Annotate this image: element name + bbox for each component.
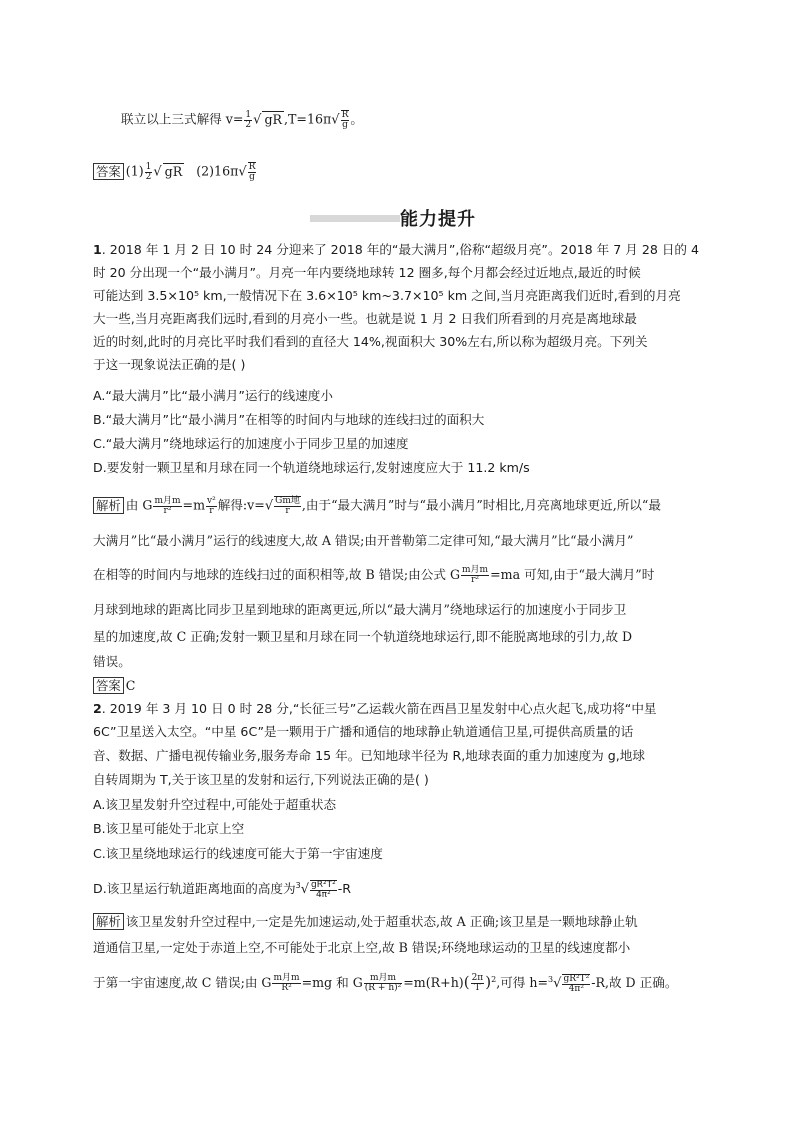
q1-option-c: C.“最大满月”绕地球运行的加速度小于同步卫星的加速度 [93, 436, 409, 451]
sqrt-content: gR [264, 111, 282, 127]
analysis-text: 该卫星发射升空过程中,一定是先加速运动,处于超重状态,故 A 正确;该卫星是一颗地球静止轨 [125, 914, 638, 929]
frac-den: r [209, 505, 214, 516]
frac-den: 2 [245, 119, 252, 130]
sqrt-icon: √ [331, 112, 340, 128]
q1-line-1 [93, 242, 705, 258]
analysis-text: 解得:v= [217, 497, 265, 513]
q1-analysis-line-3 [93, 566, 705, 585]
q1-answer-line [93, 677, 705, 694]
answer-tag: 答案 [93, 677, 124, 694]
fraction-mm-R2 [272, 974, 300, 993]
fraction-v2-r [206, 497, 217, 516]
fraction-mm-r2 [153, 497, 181, 516]
analysis-text: 由 G [125, 497, 153, 513]
q1-analysis-line-2: 大满月”比“最小满月”运行的线速度大,故 A 错误;由开普勒第二定律可知,“最大满月”比“最小满月” [93, 533, 634, 548]
section-title-bar [310, 215, 400, 222]
answer-line-top [93, 162, 705, 182]
analysis-text: -R,故 D 正确。 [591, 975, 678, 991]
q2-analysis-line-2: 道通信卫星,一定处于赤道上空,不可能处于北京上空,故 B 错误;环绕地球运动的卫星的线速度都小 [93, 940, 631, 955]
frac-num: m月m [462, 565, 489, 575]
q1-analysis-line-6: 错误。 [93, 654, 131, 669]
fraction-gr2t2 [562, 974, 590, 994]
fraction-r-over-g [341, 110, 350, 130]
fraction-half [244, 111, 252, 130]
q2-line-1 [93, 701, 705, 717]
analysis-text: =m [182, 497, 206, 513]
sqrt-icon: √ [153, 164, 162, 180]
frac-den: g [342, 120, 348, 130]
q2-number: 2 [93, 701, 102, 716]
answer-part-2: (2)16π [196, 163, 239, 179]
frac-num: v² [207, 495, 216, 506]
cube-index: 3 [548, 975, 554, 984]
frac-num: m月m [154, 495, 181, 506]
q2-option-c: C.该卫星绕地球运行的线速度可能大于第一宇宙速度 [93, 846, 383, 861]
solution-text-mid: ,T=16π [284, 111, 332, 127]
square-exponent: 2 [491, 975, 497, 984]
q1-analysis-line-5: 星的加速度,故 C 正确;发射一颗卫星和月球在同一个轨道绕地球运行,即不能脱离地球的引力,故 D [93, 629, 633, 644]
fraction-gm-r [274, 496, 301, 516]
solution-line [121, 110, 733, 130]
frac-num: gR²T² [563, 973, 590, 984]
fraction-gr2t2 [310, 880, 337, 900]
frac-num: 1 [245, 109, 252, 120]
frac-den: r² [471, 575, 480, 585]
frac-den: R² [281, 983, 292, 994]
answer-part-1: (1) [125, 163, 144, 179]
q2-option-a: A.该卫星发射升空过程中,可能处于超重状态 [93, 797, 337, 812]
q2-analysis-line-1 [93, 913, 705, 930]
analysis-text: 于第一宇宙速度,故 C 错误;由 G [93, 975, 272, 991]
frac-den: 4π² [315, 889, 331, 900]
q1-analysis-line-1 [93, 496, 705, 516]
q2-line-4: 自转周期为 T,关于该卫星的发射和运行,下列说法正确的是( ) [93, 772, 429, 787]
answer-tag: 答案 [93, 163, 124, 180]
analysis-text: =ma 可知,由于“最大满月”时 [490, 567, 655, 582]
q1-analysis-line-4: 月球到地球的距离比同步卫星到地球的距离更远,所以“最大满月”绕地球运行的加速度小于同步卫 [93, 602, 627, 617]
analysis-tag: 解析 [93, 913, 124, 930]
frac-den: 2 [145, 171, 152, 182]
section-title: 能力提升 [400, 209, 476, 230]
q2-line-2: 6C”卫星送入太空。“中星 6C”是一颗用于广播和通信的地球静止轨道通信卫星,可提供高质量的话 [93, 724, 634, 739]
fraction-mm-r2 [461, 566, 489, 585]
solution-end: 。 [350, 111, 363, 127]
q2-analysis-line-3: 于第一宇宙速度,故 C 错误;由 G $\frac{\text{m月m}}{\text{R²}}$ =mg 和 G $\frac{\text{m月m}}{\text{(R + h)²}}$ =m(R+h)( $\frac{2\pi}{T}$ )$^2$,可得 h=$^3$√ $\frac{\text{gR²T²}}{\text{4π²}}$ -R,故 D 正确。 [93, 973, 678, 994]
frac-num: 1 [145, 161, 152, 172]
frac-den: (R + h)² [364, 983, 402, 994]
frac-num: m月m [364, 974, 402, 984]
sqrt-content: gR [164, 163, 183, 179]
q1-text: . 2018 年 1 月 2 日 10 时 24 分迎来了 2018 年的“最大满月”,俗称“超级月亮”。2018 年 7 月 28 日的 4 [101, 242, 700, 257]
frac-num: m月m [273, 973, 300, 984]
q1-line-4: 大一些,当月亮距离我们远时,看到的月亮小一些。也就是说 1 月 2 日我们所看到的月亮是离地球最 [93, 311, 637, 326]
frac-num: Gm地 [275, 496, 300, 506]
q1-option-d: D.要发射一颗卫星和月球在同一个轨道绕地球运行,发射速度应大于 11.2 km/s [93, 460, 530, 475]
frac-num: R [341, 110, 349, 120]
fraction-half [145, 163, 153, 182]
fraction-2pi-T [471, 974, 485, 993]
analysis-text: 在相等的时间内与地球的连线扫过的面积相等,故 B 错误;由公式 G [93, 567, 461, 582]
analysis-text: =mg 和 G [301, 975, 363, 991]
q1-answer: C [125, 678, 136, 693]
analysis-text: =m(R+h) [403, 975, 464, 991]
q1-line-3: 可能达到 3.5×10⁵ km,一般情况下在 3.6×10⁵ km~3.7×10⁵ km 之间,当月亮距离我们近时,看到的月亮 [93, 288, 681, 303]
sqrt-icon: √ [238, 164, 247, 180]
cube-index: 3 [295, 881, 301, 890]
q1-line-2: 时 20 分出现一个“最小满月”。月亮一年内要绕地球转 12 圈多,每个月都会经过近地点,最近的时候 [93, 265, 641, 280]
q1-number: 1 [93, 242, 102, 257]
option-text: -R [337, 881, 351, 897]
q1-option-a: A.“最大满月”比“最小满月”运行的线速度小 [93, 388, 333, 403]
frac-den: T [474, 983, 481, 994]
analysis-text: ,由于“最大满月”时与“最小满月”时相比,月亮离地球更近,所以“最 [301, 497, 661, 513]
frac-num: gR²T² [311, 879, 336, 890]
option-text: D.该卫星运行轨道距离地面的高度为 [93, 881, 296, 897]
frac-den: r [285, 506, 290, 516]
q2-option-d [93, 878, 705, 900]
q2-line-3: 音、数据、广播电视传输业务,服务寿命 15 年。已知地球半径为 R,地球表面的重力加速度为 g,地球 [93, 748, 645, 763]
q1-line-5: 近的时刻,此时的月亮比平时我们看到的直径大 14%,视面积大 30%左右,所以称为超级月亮。下列关 [93, 334, 648, 349]
frac-den: r² [163, 505, 172, 516]
q1-option-b: B.“最大满月”比“最小满月”在相等的时间内与地球的连线扫过的面积大 [93, 412, 485, 427]
analysis-text: ,可得 h= [496, 975, 549, 991]
solution-text: 联立以上三式解得 v= [121, 111, 244, 127]
sqrt-icon: √ [553, 976, 562, 992]
frac-num: R [248, 162, 256, 172]
frac-den: 4π² [568, 983, 584, 994]
fraction-mm-rh2 [364, 974, 402, 993]
q1-line-6: 于这一现象说法正确的是( ) [93, 357, 246, 372]
sqrt-icon: √ [253, 112, 262, 128]
analysis-tag: 解析 [93, 497, 124, 514]
q2-text: . 2019 年 3 月 10 日 0 时 28 分,“长征三号”乙运载火箭在西昌卫星发射中心点火起飞,成功将“中星 [101, 701, 657, 716]
fraction-r-over-g [248, 162, 257, 182]
q2-option-b: B.该卫星可能处于北京上空 [93, 821, 245, 836]
sqrt-icon: √ [264, 498, 274, 514]
frac-den: g [249, 172, 255, 182]
sqrt-icon: √ [300, 882, 309, 898]
frac-num: 2π [471, 973, 484, 984]
